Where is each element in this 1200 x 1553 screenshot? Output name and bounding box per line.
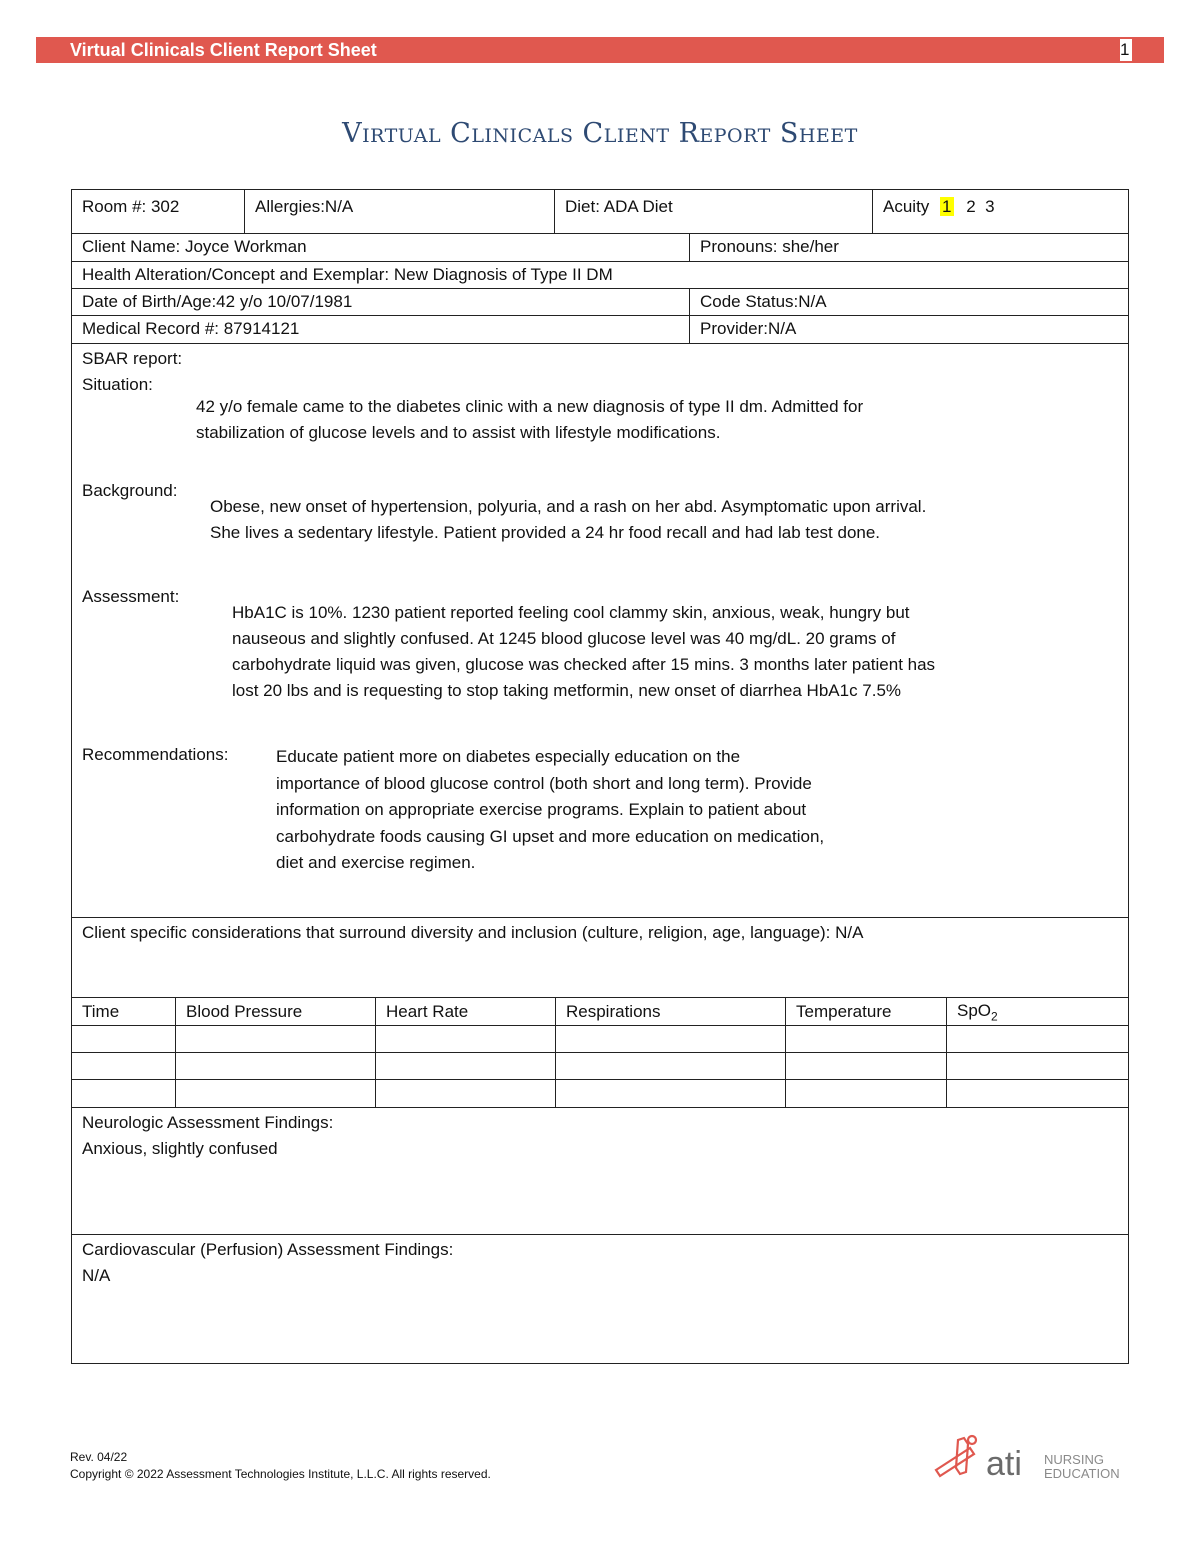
vitals-cell[interactable] xyxy=(946,1079,1129,1108)
recommendations-line-2: importance of blood glucose control (both short and long term). Provide xyxy=(276,774,812,793)
neuro-section xyxy=(71,1107,1129,1235)
vitals-cell[interactable] xyxy=(785,1052,947,1080)
ati-logo xyxy=(930,1430,1130,1486)
sbar-section xyxy=(71,343,1129,918)
header-bar xyxy=(36,37,1164,63)
document-title xyxy=(0,118,1200,149)
assessment-line-2: nauseous and slightly confused. At 1245 blood glucose level was 40 mg/dL. 20 grams of xyxy=(232,629,896,648)
situation-label: Situation: xyxy=(82,375,153,394)
vitals-header-spo2 xyxy=(946,997,1129,1026)
client-name-cell xyxy=(71,233,690,262)
cardio-label: Cardiovascular (Perfusion) Assessment Findings: xyxy=(82,1240,454,1259)
assessment-line-3: carbohydrate liquid was given, glucose was checked after 15 mins. 3 months later patient has xyxy=(232,655,936,674)
vitals-cell[interactable] xyxy=(785,1079,947,1108)
acuity-cell xyxy=(872,189,1129,234)
acuity-selected: 1 xyxy=(942,197,952,216)
mrn-cell xyxy=(71,315,690,344)
vitals-header-bp xyxy=(175,997,376,1026)
medical-record-number: Medical Record #: 87914121 xyxy=(82,319,300,338)
situation-line-1: 42 y/o female came to the diabetes clinic with a new diagnosis of type II dm. Admitted for xyxy=(196,397,864,416)
date-of-birth: Date of Birth/Age:42 y/o 10/07/1981 xyxy=(82,292,353,311)
background-label: Background: xyxy=(82,481,178,500)
code-status: Code Status:N/A xyxy=(700,292,827,311)
copyright: Copyright © 2022 Assessment Technologies Institute, L.L.C. All rights reserved. xyxy=(70,1467,491,1481)
recommendations-label: Recommendations: xyxy=(82,745,229,764)
document-title-text: Virtual Clinicals Client Report Sheet xyxy=(342,118,858,149)
situation-line-2: stabilization of glucose levels and to assist with lifestyle modifications. xyxy=(196,423,721,442)
background-line-1: Obese, new onset of hypertension, polyuria, and a rash on her abd. Asymptomatic upon arrival. xyxy=(210,497,927,516)
vitals-cell[interactable] xyxy=(175,1025,376,1053)
vitals-header-time xyxy=(71,997,176,1026)
vitals-header-hr xyxy=(375,997,556,1026)
vitals-cell[interactable] xyxy=(555,1025,786,1053)
ati-logo-text: ati xyxy=(986,1445,1022,1483)
room-cell xyxy=(71,189,245,234)
diet-cell xyxy=(554,189,873,234)
spo2-subscript: 2 xyxy=(991,1009,998,1024)
provider: Provider:N/A xyxy=(700,319,797,338)
vitals-header-temp xyxy=(785,997,947,1026)
acuity-label: Acuity xyxy=(883,197,930,216)
allergies-cell xyxy=(244,189,555,234)
code-status-cell xyxy=(689,288,1129,316)
vitals-cell[interactable] xyxy=(946,1052,1129,1080)
assessment-line-4: lost 20 lbs and is requesting to stop taking metformin, new onset of diarrhea HbA1c 7.5% xyxy=(232,681,902,700)
vitals-cell[interactable] xyxy=(946,1025,1129,1053)
pronouns: Pronouns: she/her xyxy=(700,237,839,256)
vitals-cell[interactable] xyxy=(71,1052,176,1080)
vitals-cell[interactable] xyxy=(375,1052,556,1080)
vitals-cell[interactable] xyxy=(71,1025,176,1053)
health-alteration: Health Alteration/Concept and Exemplar: New Diagnosis of Type II DM xyxy=(82,265,613,284)
vitals-cell[interactable] xyxy=(555,1079,786,1108)
blood-pressure-header: Blood Pressure xyxy=(186,1002,303,1021)
recommendations-line-5: diet and exercise regimen. xyxy=(276,853,476,872)
acuity-options: 2 3 xyxy=(966,197,995,216)
client-name: Client Name: Joyce Workman xyxy=(82,237,307,256)
revision: Rev. 04/22 xyxy=(70,1450,128,1464)
time-header: Time xyxy=(82,1002,120,1021)
vitals-cell[interactable] xyxy=(375,1079,556,1108)
diversity-cell xyxy=(71,917,1129,998)
diet: Diet: ADA Diet xyxy=(565,197,673,216)
neuro-label: Neurologic Assessment Findings: xyxy=(82,1113,334,1132)
background-line-2: She lives a sedentary lifestyle. Patient provided a 24 hr food recall and had lab test done. xyxy=(210,523,881,542)
vitals-cell[interactable] xyxy=(175,1052,376,1080)
vitals-cell[interactable] xyxy=(785,1025,947,1053)
diversity-considerations: Client specific considerations that surround diversity and inclusion (culture, religion, age, language): N/A xyxy=(82,923,864,942)
vitals-cell[interactable] xyxy=(375,1025,556,1053)
pronouns-cell xyxy=(689,233,1129,262)
logo-education: EDUCATION xyxy=(1044,1466,1120,1481)
recommendations-line-4: carbohydrate foods causing GI upset and more education on medication, xyxy=(276,827,825,846)
respirations-header: Respirations xyxy=(566,1002,661,1021)
vitals-cell[interactable] xyxy=(71,1079,176,1108)
header-title: Virtual Clinicals Client Report Sheet xyxy=(70,40,377,60)
cardio-findings: N/A xyxy=(82,1266,111,1285)
vitals-header-resp xyxy=(555,997,786,1026)
recommendations-line-1: Educate patient more on diabetes especially education on the xyxy=(276,747,741,766)
recommendations-line-3: information on appropriate exercise programs. Explain to patient about xyxy=(276,800,807,819)
sbar-heading: SBAR report: xyxy=(82,349,183,368)
page-number: 1 xyxy=(1120,39,1132,61)
cardio-section xyxy=(71,1234,1129,1364)
heart-rate-header: Heart Rate xyxy=(386,1002,469,1021)
assessment-label: Assessment: xyxy=(82,587,180,606)
health-alteration-cell xyxy=(71,261,1129,289)
provider-cell xyxy=(689,315,1129,344)
ati-mark-icon xyxy=(936,1436,976,1476)
temperature-header: Temperature xyxy=(796,1002,892,1021)
vitals-cell[interactable] xyxy=(175,1079,376,1108)
room-number: Room #: 302 xyxy=(82,197,180,216)
assessment-line-1: HbA1C is 10%. 1230 patient reported feeling cool clammy skin, anxious, weak, hungry but xyxy=(232,603,910,622)
spo2-header: SpO xyxy=(957,1001,992,1020)
allergies: Allergies:N/A xyxy=(255,197,354,216)
logo-nursing: NURSING xyxy=(1044,1452,1104,1467)
dob-cell xyxy=(71,288,690,316)
neuro-findings: Anxious, slightly confused xyxy=(82,1139,278,1158)
vitals-cell[interactable] xyxy=(555,1052,786,1080)
